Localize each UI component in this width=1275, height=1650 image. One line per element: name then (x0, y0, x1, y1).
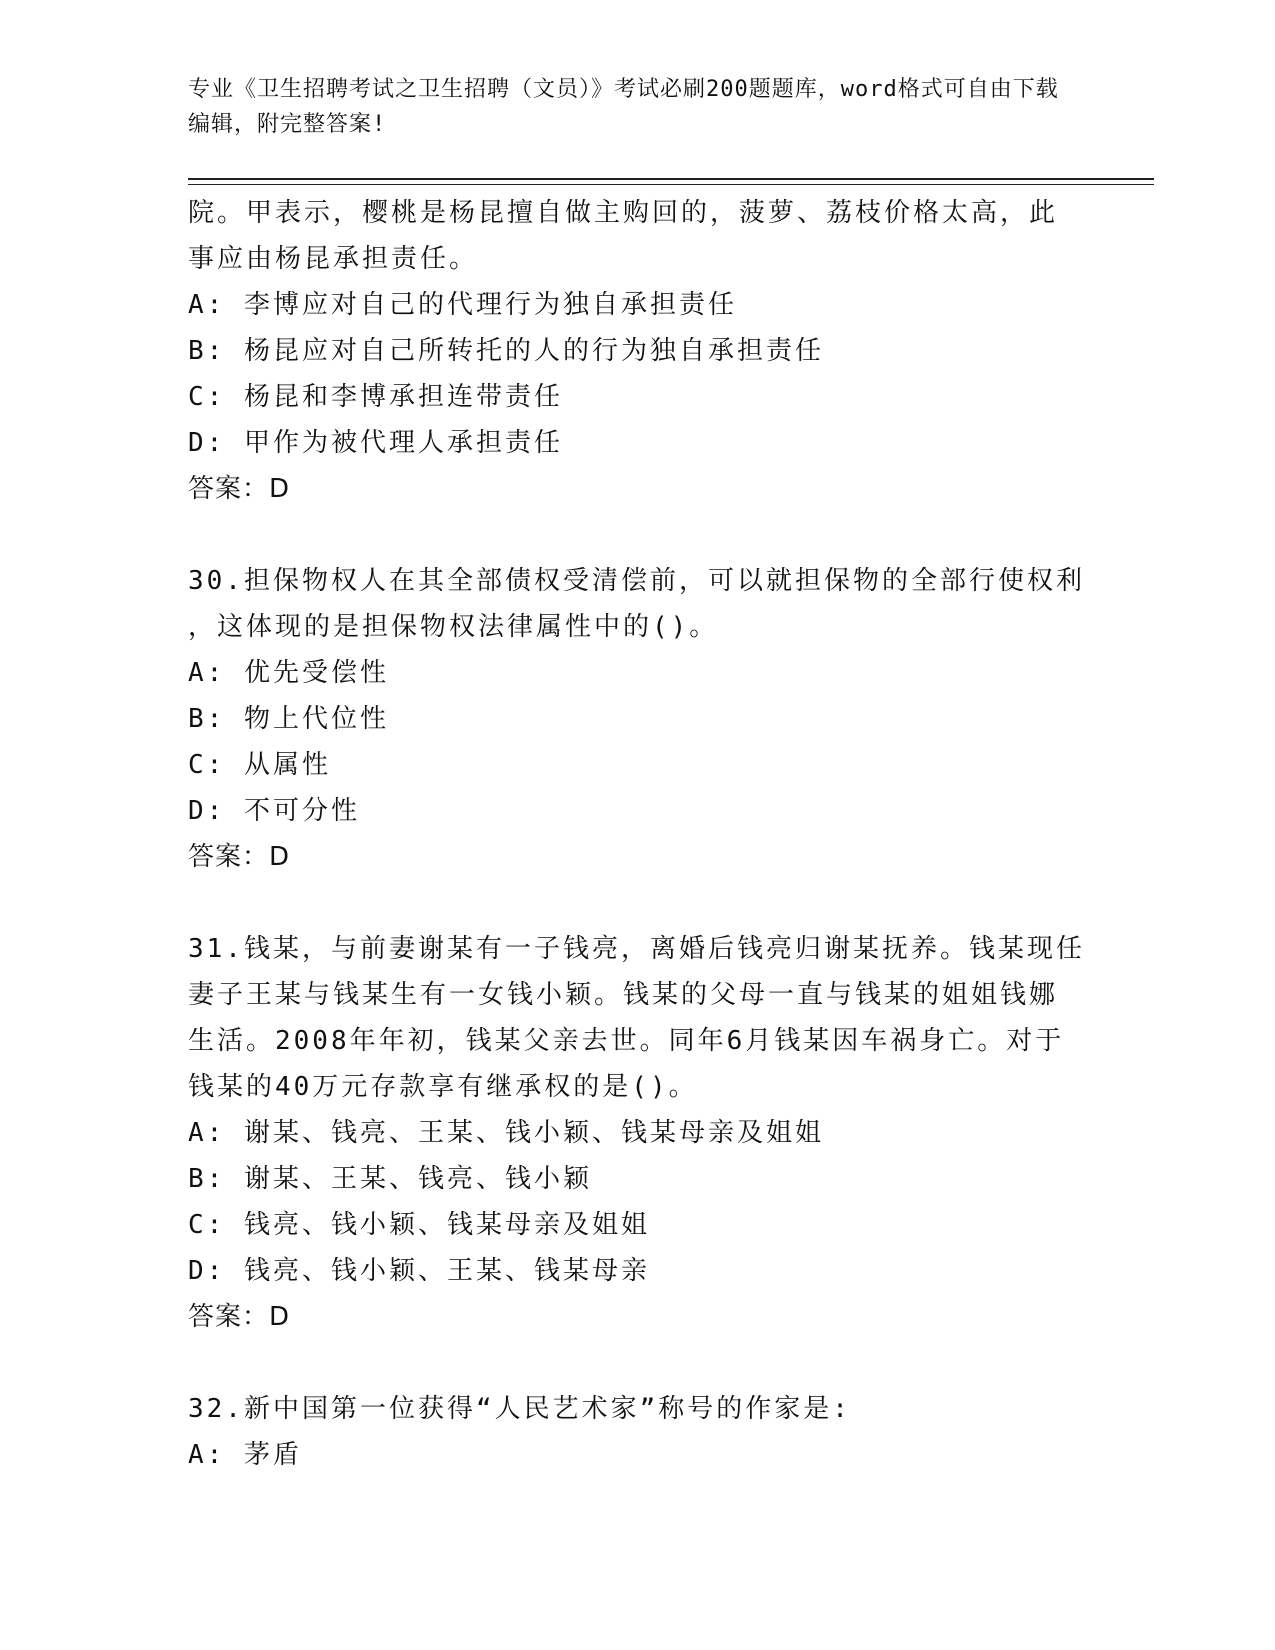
option-b: B: 物上代位性 (188, 704, 389, 734)
question-stem-line: 生活。2008年年初，钱某父亲去世。同年6月钱某因车祸身亡。对于 (188, 1026, 1065, 1056)
question-29-continuation (188, 190, 1088, 512)
option-b: B: 谢某、王某、钱亮、钱小颖 (188, 1164, 592, 1194)
option-a: A: 茅盾 (188, 1440, 302, 1470)
question-content (188, 190, 1088, 1478)
answer-line: 答案：D (188, 842, 291, 872)
option-d: D: 钱亮、钱小颖、王某、钱某母亲 (188, 1256, 650, 1286)
option-a: A: 优先受偿性 (188, 658, 389, 688)
option-d: D: 甲作为被代理人承担责任 (188, 428, 563, 458)
option-d: D: 不可分性 (188, 796, 360, 826)
question-stem-line: 钱某的40万元存款享有继承权的是()。 (188, 1072, 698, 1102)
header-rule-thick (188, 178, 1154, 180)
question-stem-line: 32.新中国第一位获得“人民艺术家”称号的作家是: (188, 1394, 851, 1424)
question-stem-line: 妻子王某与钱某生有一女钱小颖。钱某的父母一直与钱某的姐姐钱娜 (188, 980, 1059, 1010)
question-stem-line: 事应由杨昆承担责任。 (188, 244, 479, 274)
spacer (188, 1340, 1088, 1386)
option-a: A: 李博应对自己的代理行为独自承担责任 (188, 290, 737, 320)
option-c: C: 钱亮、钱小颖、钱某母亲及姐姐 (188, 1210, 650, 1240)
option-c: C: 杨昆和李博承担连带责任 (188, 382, 563, 412)
question-stem-line: 30.担保物权人在其全部债权受清偿前，可以就担保物的全部行使权利 (188, 566, 1085, 596)
spacer (188, 880, 1088, 926)
document-header: 专业《卫生招聘考试之卫生招聘（文员）》考试必刷200题题库，word格式可自由下载编辑，附完整答案! (188, 77, 1059, 137)
question-31 (188, 926, 1088, 1340)
question-stem-line: ，这体现的是担保物权法律属性中的()。 (188, 612, 719, 642)
question-30 (188, 558, 1088, 880)
option-c: C: 从属性 (188, 750, 331, 780)
question-32 (188, 1386, 1088, 1478)
question-stem-line: 31.钱某，与前妻谢某有一子钱亮，离婚后钱亮归谢某抚养。钱某现任 (188, 934, 1085, 964)
header-rule-thin (188, 184, 1154, 185)
question-stem-line: 院。甲表示，樱桃是杨昆擅自做主购回的，菠萝、荔枝价格太高，此 (188, 198, 1059, 228)
answer-line: 答案：D (188, 1302, 291, 1332)
answer-line: 答案：D (188, 474, 291, 504)
option-a: A: 谢某、钱亮、王某、钱小颖、钱某母亲及姐姐 (188, 1118, 824, 1148)
spacer (188, 512, 1088, 558)
option-b: B: 杨昆应对自己所转托的人的行为独自承担责任 (188, 336, 824, 366)
